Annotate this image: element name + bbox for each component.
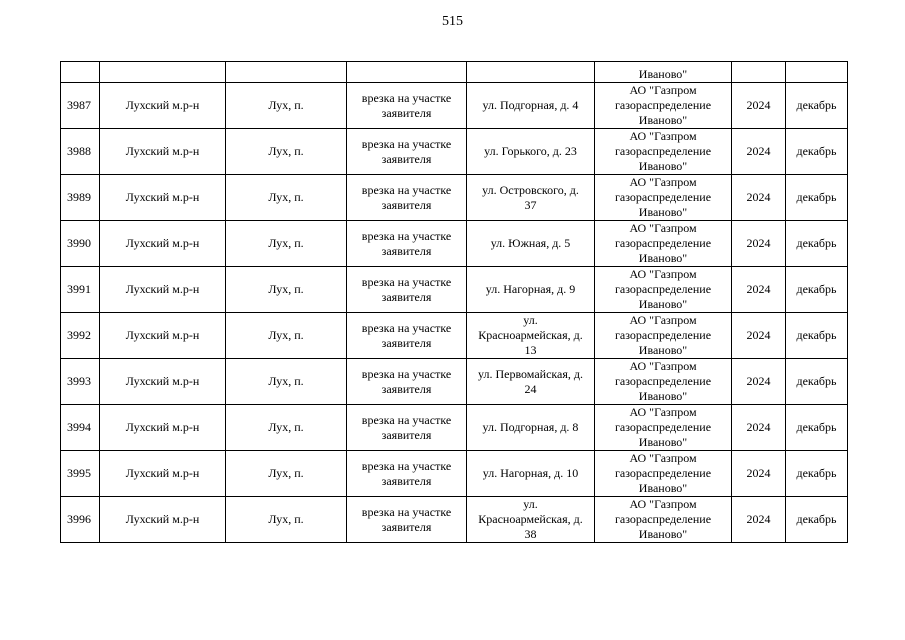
table-row [61, 267, 848, 313]
cell-district: Лухский м.р-н [100, 451, 226, 497]
cell-num: 3990 [61, 221, 100, 267]
cell-organization: АО "Газпром газораспределение Иваново" [595, 451, 732, 497]
table-row [61, 221, 848, 267]
cell-organization: АО "Газпром газораспределение Иваново" [595, 313, 732, 359]
cell-work: врезка на участке заявителя [347, 451, 467, 497]
cell-year: 2024 [732, 83, 786, 129]
table-row [61, 405, 848, 451]
cell-address: ул. Нагорная, д. 9 [467, 267, 595, 313]
table-row [61, 175, 848, 221]
cell-year: 2024 [732, 221, 786, 267]
cell-work [347, 62, 467, 83]
cell-year: 2024 [732, 451, 786, 497]
cell-district: Лухский м.р-н [100, 405, 226, 451]
cell-locality: Лух, п. [226, 221, 347, 267]
table-row [61, 129, 848, 175]
cell-address: ул. Подгорная, д. 4 [467, 83, 595, 129]
cell-district: Лухский м.р-н [100, 359, 226, 405]
gas-connection-table [60, 61, 848, 543]
cell-organization: АО "Газпром газораспределение Иваново" [595, 497, 732, 543]
cell-year [732, 62, 786, 83]
cell-month: декабрь [786, 497, 848, 543]
cell-locality [226, 62, 347, 83]
cell-organization: АО "Газпром газораспределение Иваново" [595, 83, 732, 129]
cell-year: 2024 [732, 313, 786, 359]
cell-address: ул. Нагорная, д. 10 [467, 451, 595, 497]
cell-work: врезка на участке заявителя [347, 267, 467, 313]
cell-organization: АО "Газпром газораспределение Иваново" [595, 129, 732, 175]
cell-district: Лухский м.р-н [100, 221, 226, 267]
continuation-row [61, 62, 848, 83]
cell-num: 3995 [61, 451, 100, 497]
cell-district: Лухский м.р-н [100, 267, 226, 313]
cell-work: врезка на участке заявителя [347, 497, 467, 543]
cell-address: ул. Первомайская, д. 24 [467, 359, 595, 405]
cell-month: декабрь [786, 405, 848, 451]
cell-work: врезка на участке заявителя [347, 221, 467, 267]
cell-month: декабрь [786, 129, 848, 175]
cell-locality: Лух, п. [226, 451, 347, 497]
cell-address: ул. Подгорная, д. 8 [467, 405, 595, 451]
cell-year: 2024 [732, 359, 786, 405]
cell-month: декабрь [786, 451, 848, 497]
cell-year: 2024 [732, 405, 786, 451]
cell-district: Лухский м.р-н [100, 83, 226, 129]
cell-organization: АО "Газпром газораспределение Иваново" [595, 405, 732, 451]
cell-work: врезка на участке заявителя [347, 175, 467, 221]
table-row [61, 83, 848, 129]
cell-month: декабрь [786, 313, 848, 359]
cell-address: ул. Красноармейская, д. 38 [467, 497, 595, 543]
cell-locality: Лух, п. [226, 267, 347, 313]
cell-address: ул. Горького, д. 23 [467, 129, 595, 175]
cell-locality: Лух, п. [226, 359, 347, 405]
cell-organization: Иваново" [595, 62, 732, 83]
cell-num: 3991 [61, 267, 100, 313]
table-row [61, 451, 848, 497]
cell-organization: АО "Газпром газораспределение Иваново" [595, 175, 732, 221]
cell-month: декабрь [786, 83, 848, 129]
cell-year: 2024 [732, 497, 786, 543]
cell-month: декабрь [786, 175, 848, 221]
cell-month: декабрь [786, 221, 848, 267]
cell-month: декабрь [786, 359, 848, 405]
cell-work: врезка на участке заявителя [347, 129, 467, 175]
cell-locality: Лух, п. [226, 175, 347, 221]
cell-district: Лухский м.р-н [100, 497, 226, 543]
cell-num: 3987 [61, 83, 100, 129]
cell-num [61, 62, 100, 83]
table-row [61, 313, 848, 359]
cell-num: 3992 [61, 313, 100, 359]
cell-district [100, 62, 226, 83]
cell-locality: Лух, п. [226, 405, 347, 451]
cell-num: 3988 [61, 129, 100, 175]
table-row [61, 359, 848, 405]
cell-year: 2024 [732, 129, 786, 175]
cell-year: 2024 [732, 267, 786, 313]
cell-work: врезка на участке заявителя [347, 313, 467, 359]
cell-num: 3994 [61, 405, 100, 451]
cell-num: 3993 [61, 359, 100, 405]
cell-locality: Лух, п. [226, 313, 347, 359]
cell-locality: Лух, п. [226, 129, 347, 175]
cell-locality: Лух, п. [226, 83, 347, 129]
cell-address: ул. Красноармейская, д. 13 [467, 313, 595, 359]
cell-year: 2024 [732, 175, 786, 221]
cell-locality: Лух, п. [226, 497, 347, 543]
cell-month [786, 62, 848, 83]
cell-work: врезка на участке заявителя [347, 359, 467, 405]
cell-address: ул. Южная, д. 5 [467, 221, 595, 267]
table-row [61, 497, 848, 543]
cell-num: 3996 [61, 497, 100, 543]
cell-address: ул. Островского, д. 37 [467, 175, 595, 221]
cell-month: декабрь [786, 267, 848, 313]
cell-district: Лухский м.р-н [100, 175, 226, 221]
cell-district: Лухский м.р-н [100, 313, 226, 359]
cell-work: врезка на участке заявителя [347, 83, 467, 129]
cell-work: врезка на участке заявителя [347, 405, 467, 451]
cell-address [467, 62, 595, 83]
cell-organization: АО "Газпром газораспределение Иваново" [595, 359, 732, 405]
cell-organization: АО "Газпром газораспределение Иваново" [595, 267, 732, 313]
cell-district: Лухский м.р-н [100, 129, 226, 175]
cell-organization: АО "Газпром газораспределение Иваново" [595, 221, 732, 267]
page-number: 515 [442, 14, 463, 29]
cell-num: 3989 [61, 175, 100, 221]
